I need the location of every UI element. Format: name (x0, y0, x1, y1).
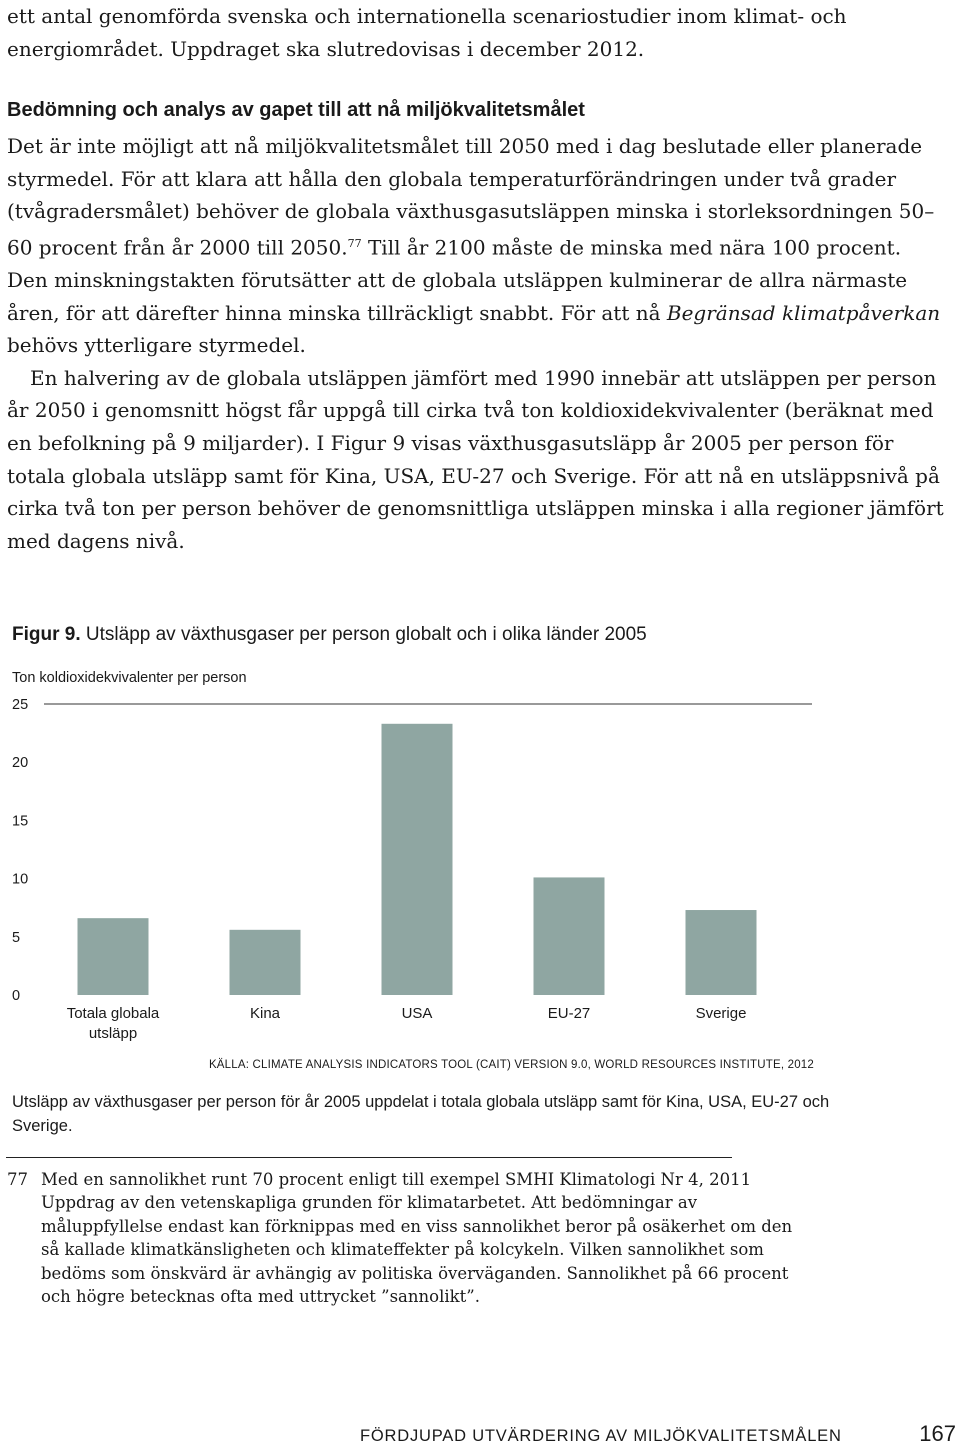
section-heading: Bedömning och analys av gapet till att nå miljökvalitetsmålet (7, 99, 585, 121)
bar (78, 918, 149, 995)
y-tick-label: 5 (12, 929, 21, 946)
bars (78, 724, 757, 995)
figure-label: Figur 9. (12, 624, 81, 645)
intro-text: ett antal genomförda svenska och internationella scenariostudier inom klimat- och energiområdet. Uppdraget ska slutredovisas i december 2012. (7, 4, 847, 61)
x-category-label: Sverige (695, 1005, 747, 1022)
figure-caption: Utsläpp av växthusgaser per person för år 2005 uppdelat i totala globala utsläpp samt för Kina, USA, EU-27 och Sverige. (12, 1093, 830, 1135)
footnote-number: 77 (7, 1170, 28, 1189)
y-axis-label: Ton koldioxidekvivalenter per person (12, 670, 247, 686)
bar (534, 877, 605, 995)
page-number: 167 (919, 1421, 956, 1446)
paragraph-1-part-c: behövs ytterligare styrmedel. (7, 333, 306, 358)
paragraph-1-part-b: Till år 2100 måste de minska med nära 100 procent. Den minskningstakten förutsätter att de globala utsläppen kulminerar de allra närmaste åren, för att därefter hinna minska tillräckligt snabbt. För att nå (7, 235, 908, 325)
figure-source: KÄLLA: CLIMATE ANALYSIS INDICATORS TOOL (CAIT) VERSION 9.0, WORLD RESOURCES INSTITUTE, 2012 (208, 1059, 814, 1071)
running-head: FÖRDJUPAD UTVÄRDERING AV MILJÖKVALITETSMÅLEN (360, 1427, 842, 1445)
y-tick-label: 15 (12, 813, 29, 830)
footnote-reference: 77 (347, 236, 362, 250)
bar (382, 724, 453, 995)
bar (686, 910, 757, 995)
paragraph-2: En halvering av de globala utsläppen jämfört med 1990 innebär att utsläppen per person år 2050 i genomsnitt högst får uppgå till cirka två ton koldioxidekvivalenter (beräknat med en befolkning på 9 miljarder). I Figur 9 visas växthusgasutsläpp år 2005 per person för totala globala utsläpp samt för Kina, USA, EU-27 och Sverige. För att nå en utsläppsnivå på cirka två ton per person behöver de genomsnittliga utsläppen minska i alla regioner jämfört med dagens nivå. (7, 365, 944, 553)
y-tick-label: 25 (12, 697, 29, 713)
footnote-text: Med en sannolikhet runt 70 procent enligt till exempel SMHI Klimatologi Nr 4, 2011 Uppdrag av den vetenskapliga grunden för klimatarbetet. Att bedömningar av måluppfyllelse endast kan förknippas med en viss sannolikhet beror på osäkerhet om den så kallade klimatkänsligheten och klimateffekter på kolcykeln. Vilken sannolikhet som bedöms som önskvärd är avhängig av politiska överväganden. Sannolikhet på 66 procent och högre betecknas ofta med uttrycket ”sannolikt”. (41, 1170, 793, 1307)
footnote-divider (6, 1157, 732, 1158)
figure-title-text: Utsläpp av växthusgaser per person globalt och i olika länder 2005 (80, 624, 647, 645)
footnote (7, 1168, 807, 1308)
x-category-label: utsläpp (88, 1025, 138, 1042)
section-body (7, 130, 947, 557)
x-category-label: Kina (249, 1005, 281, 1022)
paragraph-1-part-a: Det är inte möjligt att nå miljökvalitetsmålet till 2050 med i dag beslutade eller planerade styrmedel. För att klara att hålla den globala temperaturförändringen under två grader (tvågradersmålet) behöver de globala växthusgasutsläppen minska i storleksordningen 50–60 procent från år 2000 till 2050. (7, 134, 935, 260)
paragraph-1 (7, 130, 947, 362)
x-category-label: Totala globala (66, 1005, 160, 1022)
bar (230, 930, 301, 995)
x-category-label: USA (401, 1005, 433, 1022)
y-tick-label: 10 (12, 871, 29, 888)
x-category-label: EU-27 (547, 1005, 591, 1022)
bar-chart (0, 690, 960, 1050)
intro-paragraph (7, 0, 947, 65)
target-name-italic: Begränsad klimatpåverkan (666, 300, 941, 325)
figure-title (12, 622, 647, 648)
y-tick-label: 20 (12, 755, 29, 772)
x-axis-labels (67, 1005, 747, 1042)
y-tick-label: 0 (12, 988, 21, 1004)
